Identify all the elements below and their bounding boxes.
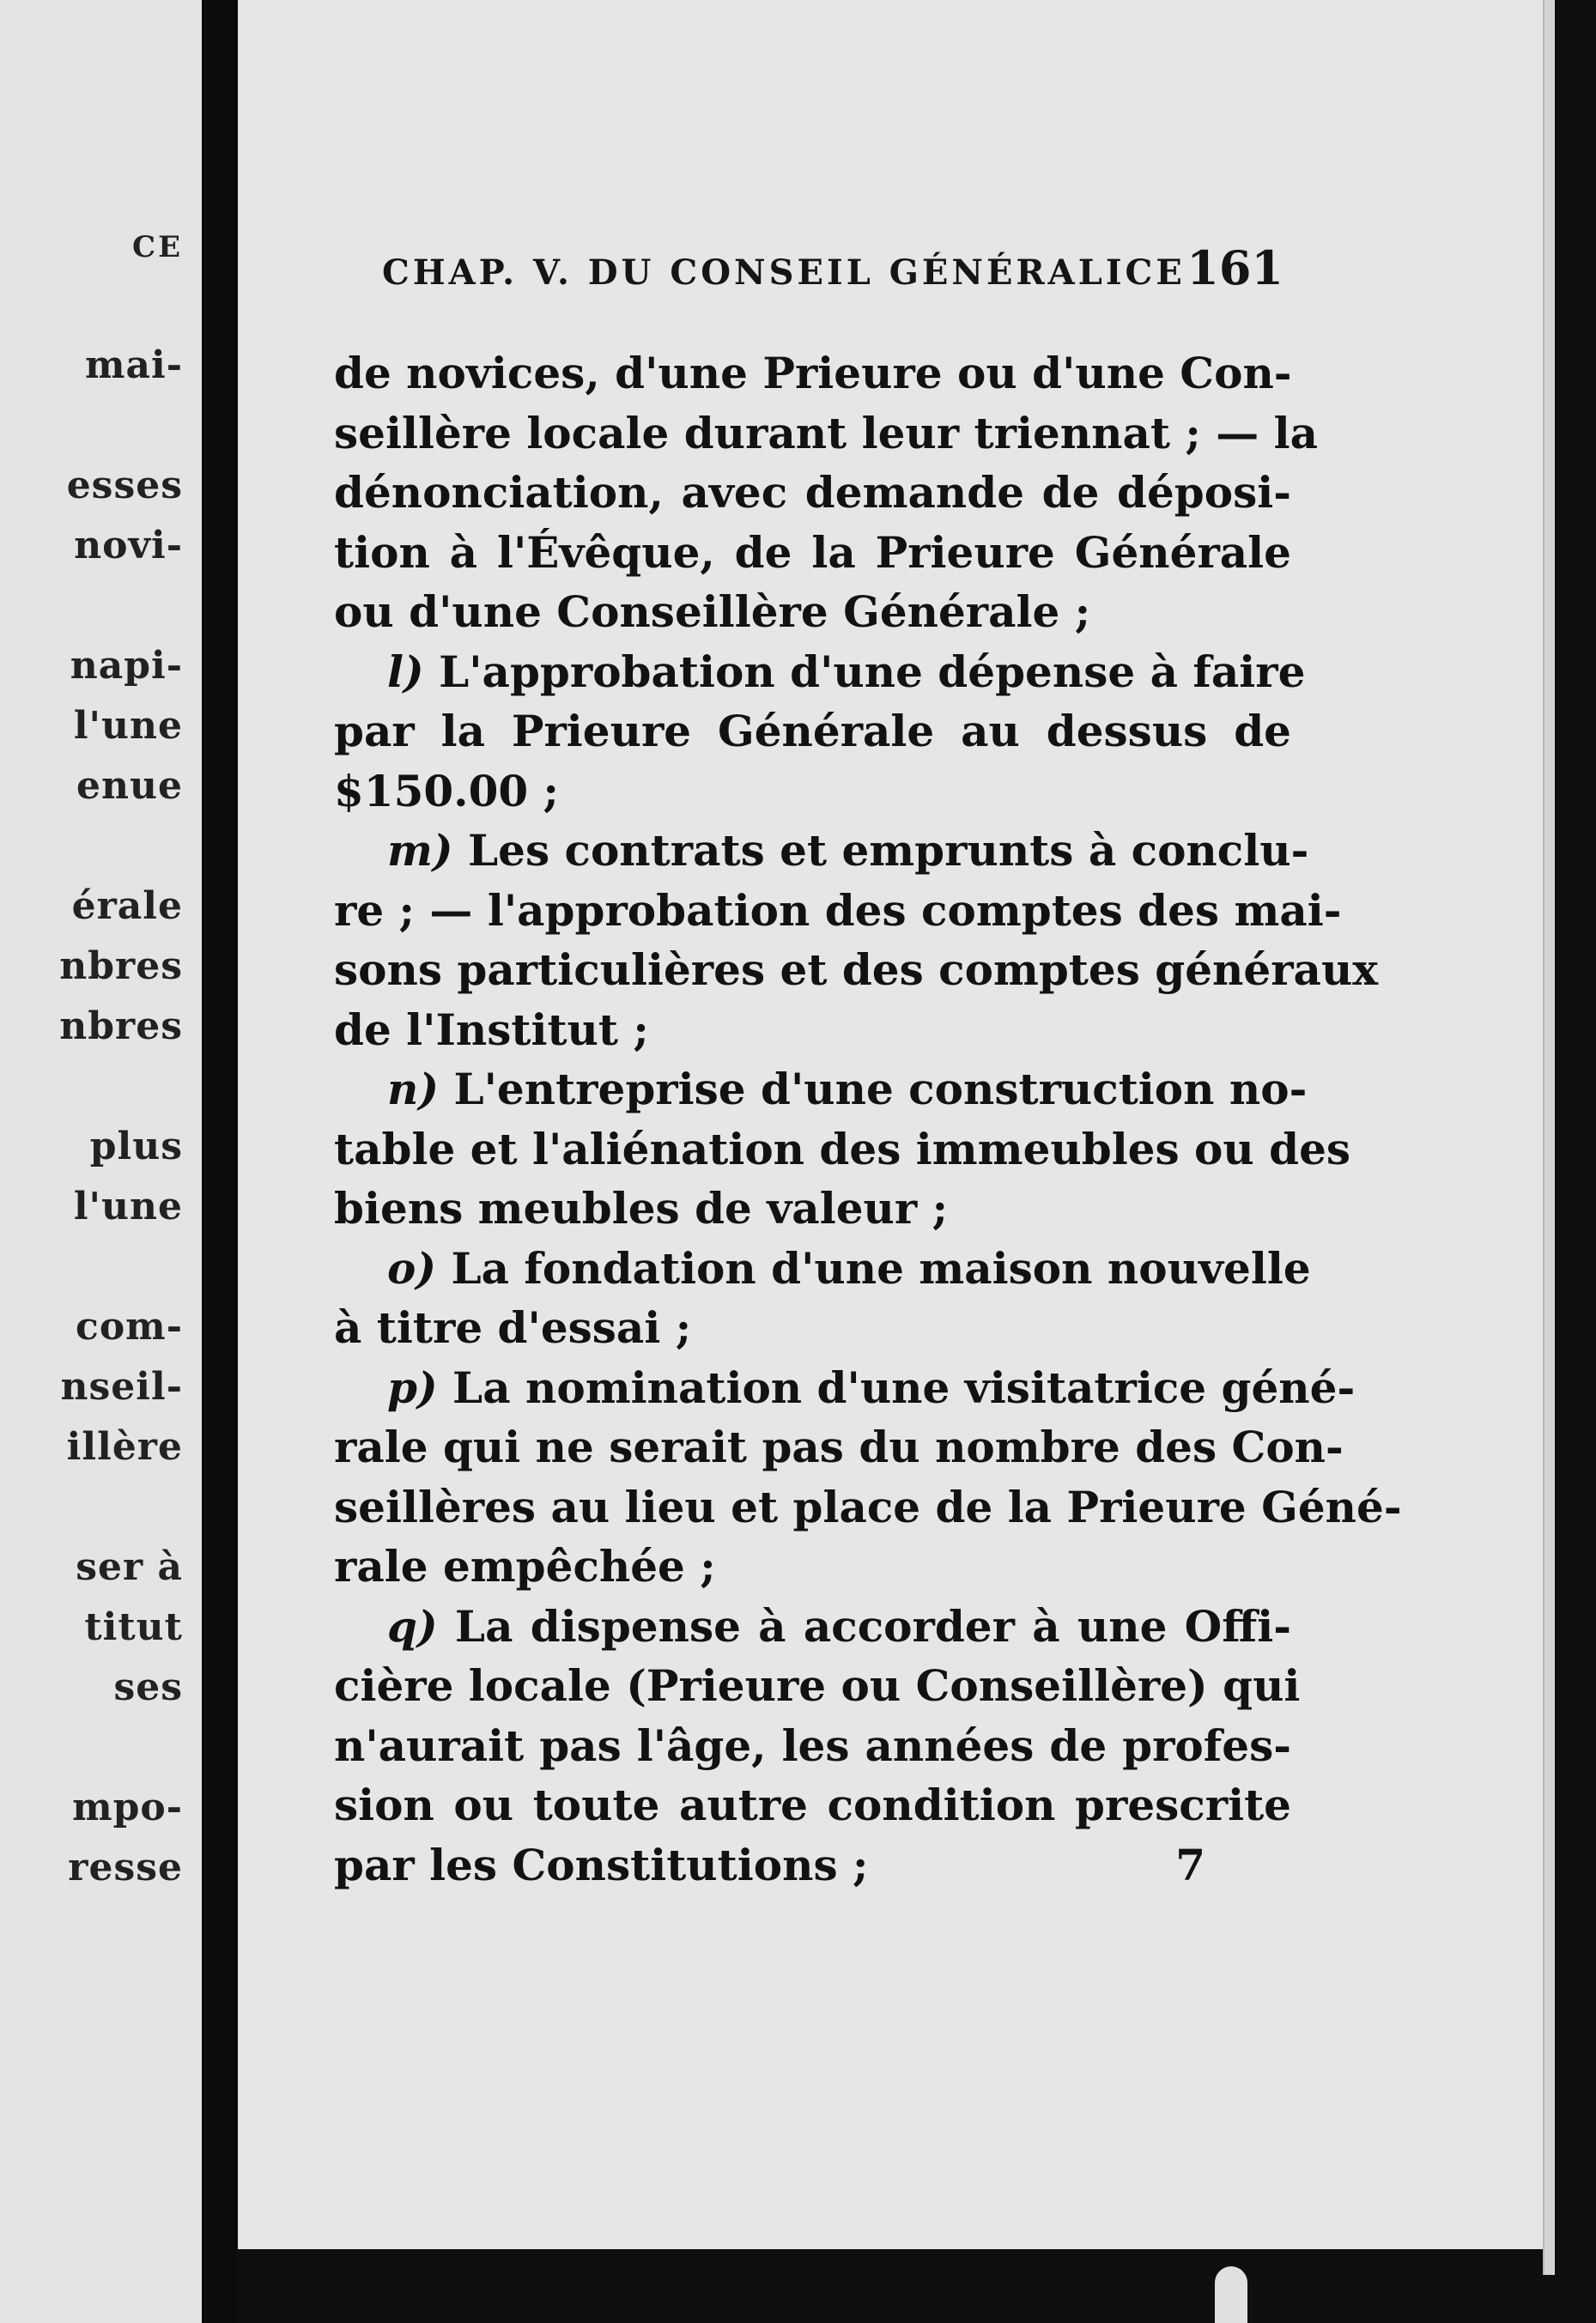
text-line bbox=[334, 1835, 1291, 1895]
signature-mark: 7 bbox=[1175, 1839, 1205, 1890]
text-line-content: seillères au lieu et place de la Prieure Géné- bbox=[334, 1481, 1402, 1532]
running-head bbox=[382, 240, 1283, 295]
text-line-content: à titre d'essai ; bbox=[334, 1302, 692, 1353]
text-line bbox=[334, 403, 1319, 464]
left-facing-page bbox=[0, 0, 202, 2323]
text-line bbox=[334, 1298, 1291, 1358]
text-line-content: re ; — l'approbation des comptes des mai- bbox=[334, 884, 1342, 936]
text-line-content: sion ou toute autre condition prescrite bbox=[334, 1780, 1291, 1830]
text-line bbox=[334, 940, 1379, 1000]
left-page-running-head: CE bbox=[132, 230, 183, 264]
right-page bbox=[238, 0, 1543, 2249]
left-page-fragment: mpo- bbox=[72, 1786, 183, 1829]
text-line-content: La nomination d'une visitatrice géné- bbox=[452, 1362, 1356, 1413]
left-page-fragment: ses bbox=[113, 1665, 183, 1709]
list-enumerator: n) bbox=[387, 1064, 440, 1114]
text-line-content: $150.00 ; bbox=[334, 765, 560, 816]
text-line bbox=[334, 821, 1309, 881]
text-line bbox=[334, 582, 1291, 642]
left-page-fragment: titut bbox=[84, 1605, 183, 1649]
text-line bbox=[334, 1656, 1301, 1716]
text-line bbox=[334, 642, 1306, 702]
text-line-content: L'entreprise d'une construction no- bbox=[453, 1064, 1308, 1114]
text-line-content: par la Prieure Générale au dessus de bbox=[334, 706, 1291, 756]
left-page-fragment: mai- bbox=[84, 343, 183, 387]
text-line-content: dénonciation, avec demande de déposi- bbox=[334, 467, 1291, 518]
left-page-fragment: l'une bbox=[73, 704, 183, 748]
text-line bbox=[334, 1597, 1291, 1657]
running-head-title: CHAP. V. DU CONSEIL GÉNÉRALICE bbox=[382, 252, 1186, 293]
text-line-content: rale empêchée ; bbox=[334, 1541, 716, 1592]
text-line-content: de novices, d'une Prieure ou d'une Con- bbox=[334, 348, 1292, 398]
text-line bbox=[334, 1716, 1291, 1776]
left-page-fragment: ser à bbox=[76, 1545, 183, 1589]
left-page-fragment: nseil- bbox=[60, 1365, 183, 1409]
text-line bbox=[334, 1059, 1308, 1119]
text-line bbox=[334, 1537, 1291, 1597]
left-page-fragment: érale bbox=[71, 884, 183, 928]
list-enumerator: q) bbox=[387, 1600, 438, 1652]
text-line-content: sons particulières et des comptes généraux bbox=[334, 944, 1379, 995]
text-line-content: rale qui ne serait pas du nombre des Con- bbox=[334, 1422, 1344, 1472]
text-line-content: biens meubles de valeur ; bbox=[334, 1183, 949, 1234]
left-page-fragment: resse bbox=[68, 1846, 183, 1889]
list-enumerator: l) bbox=[387, 646, 424, 697]
left-page-fragment: enue bbox=[76, 764, 183, 808]
text-line-content: cière locale (Prieure ou Conseillère) qui bbox=[334, 1660, 1301, 1711]
text-line-content: tion à l'Évêque, de la Prieure Générale bbox=[334, 526, 1291, 578]
list-enumerator: o) bbox=[387, 1242, 437, 1294]
left-page-fragment: l'une bbox=[73, 1185, 183, 1228]
text-line bbox=[334, 1119, 1351, 1180]
text-line bbox=[334, 1179, 1291, 1239]
text-line-content: table et l'aliénation des immeubles ou des bbox=[334, 1123, 1351, 1174]
text-line-content: n'aurait pas l'âge, les années de profes- bbox=[334, 1720, 1291, 1771]
page-body-text bbox=[334, 343, 1402, 1895]
left-page-fragment: nbres bbox=[59, 944, 183, 988]
text-line bbox=[334, 1477, 1402, 1538]
text-line bbox=[334, 1358, 1356, 1418]
left-page-fragment: novi- bbox=[74, 524, 183, 567]
text-line bbox=[334, 343, 1291, 403]
text-line bbox=[334, 1000, 1291, 1060]
page-number: 161 bbox=[1186, 240, 1283, 295]
scan-artifact bbox=[1215, 2266, 1247, 2323]
text-line-content: La dispense à accorder à une Offi- bbox=[454, 1600, 1291, 1652]
left-page-fragment: nbres bbox=[59, 1004, 183, 1048]
text-line bbox=[334, 1239, 1311, 1299]
text-line bbox=[334, 881, 1342, 941]
left-page-fragment: napi- bbox=[70, 644, 183, 688]
text-line-content: ou d'une Conseillère Générale ; bbox=[334, 586, 1091, 637]
text-line-content: La fondation d'une maison nouvelle bbox=[451, 1242, 1311, 1294]
list-enumerator: p) bbox=[387, 1362, 438, 1413]
text-line-content: seillère locale durant leur triennat ; — la bbox=[334, 407, 1319, 458]
text-line bbox=[334, 523, 1291, 583]
left-page-fragment: plus bbox=[89, 1125, 183, 1168]
left-page-fragment: illère bbox=[66, 1425, 183, 1469]
text-line bbox=[334, 761, 1291, 822]
left-page-fragment: com- bbox=[76, 1305, 183, 1349]
list-enumerator: m) bbox=[387, 825, 453, 876]
text-line-content: par les Constitutions ; bbox=[334, 1839, 869, 1890]
left-page-fragment: esses bbox=[66, 464, 183, 507]
text-line bbox=[334, 1775, 1291, 1835]
text-line-content: L'approbation d'une dépense à faire bbox=[439, 646, 1306, 697]
text-line bbox=[334, 463, 1291, 523]
page-edge bbox=[1543, 0, 1555, 2275]
book-gutter bbox=[202, 0, 238, 2323]
text-line bbox=[334, 701, 1291, 761]
text-line-content: Les contrats et emprunts à conclu- bbox=[467, 825, 1309, 876]
text-line-content: de l'Institut ; bbox=[334, 1004, 649, 1055]
text-line bbox=[334, 1417, 1344, 1477]
